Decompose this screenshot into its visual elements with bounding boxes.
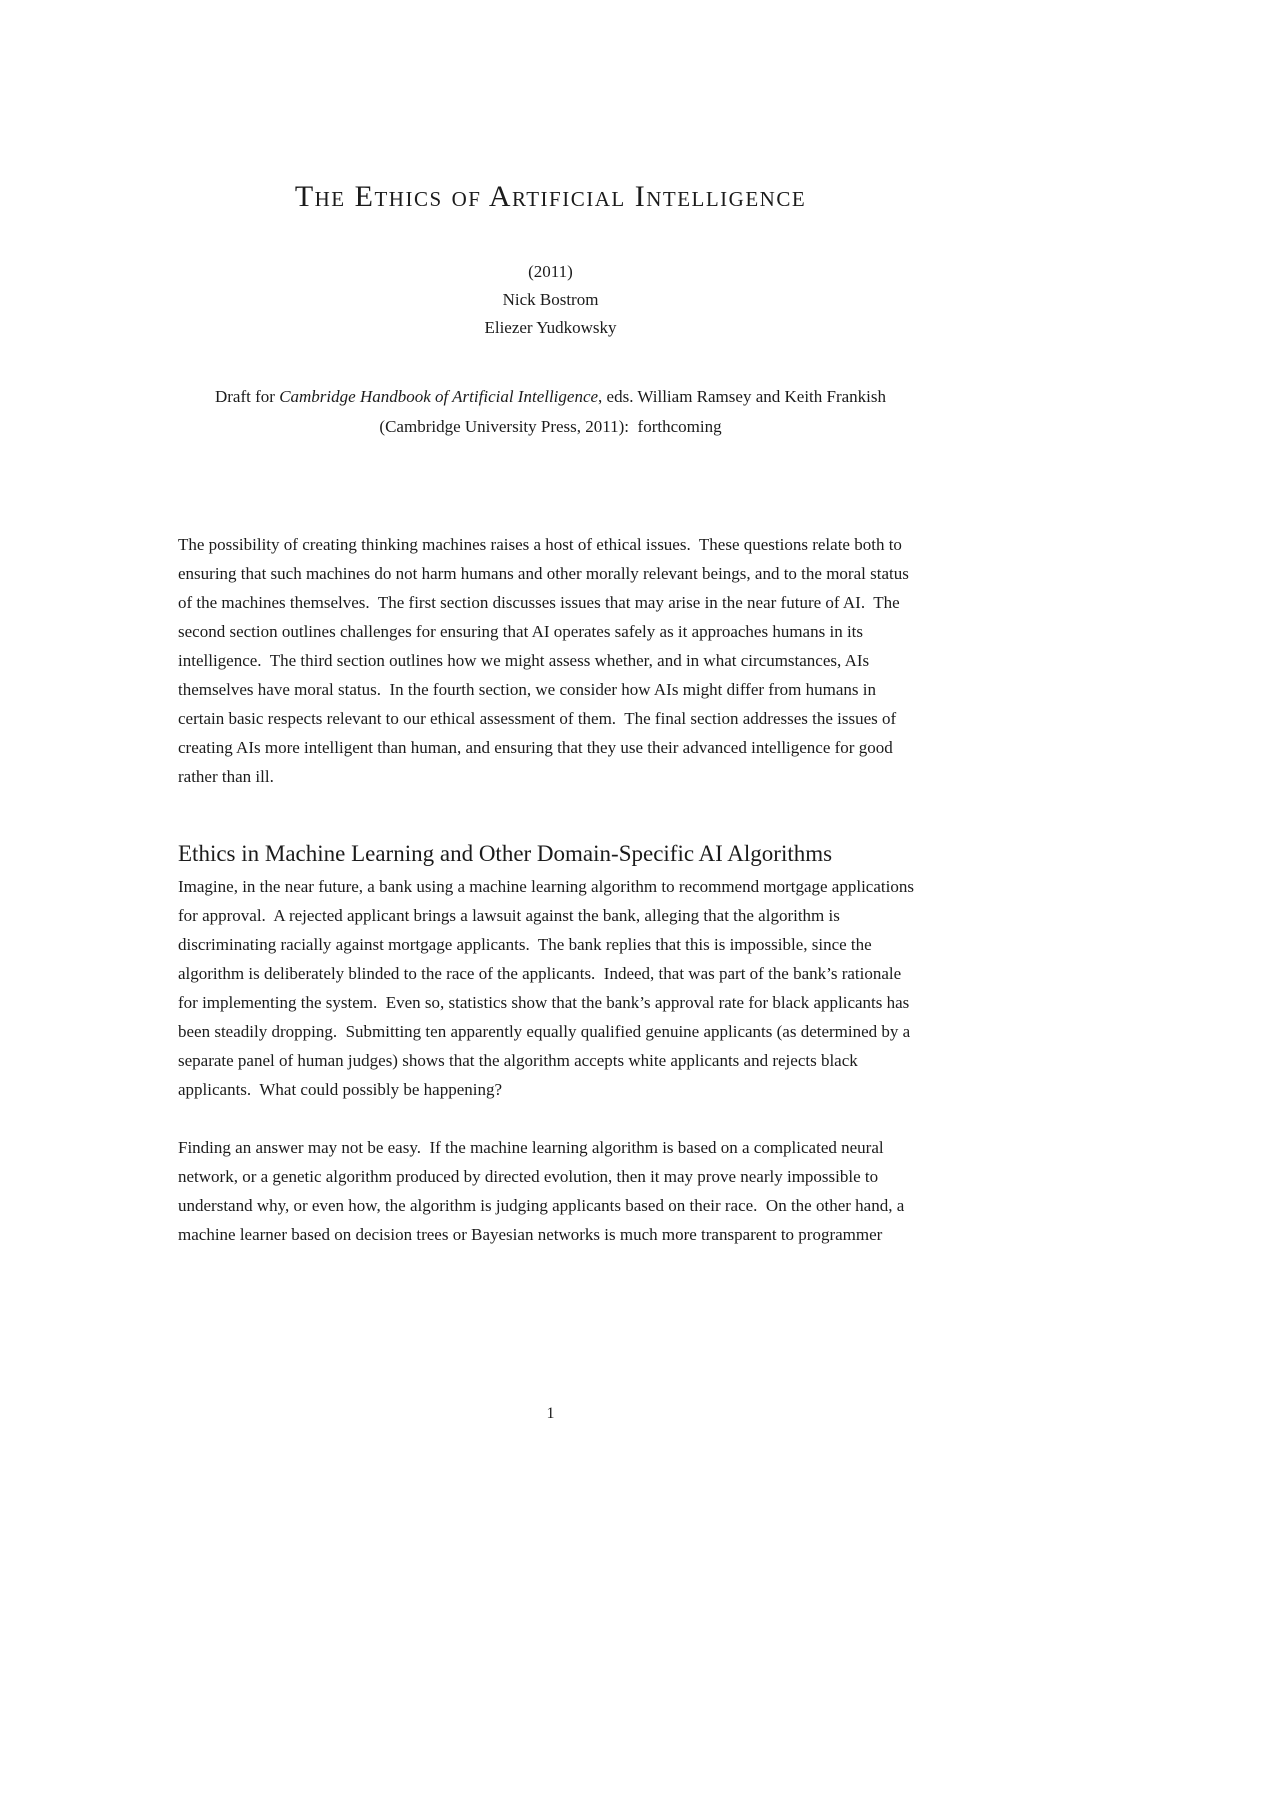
draft-note-prefix: Draft for <box>214 387 280 406</box>
section-heading: Ethics in Machine Learning and Other Domain-Specific AI Algorithms <box>178 841 833 866</box>
body-paragraph-2: Finding an answer may not be easy. If the machine learning algorithm is based on a complicated neural network, or a genetic algorithm produced by directed evolution, then it may prove nearly impossible to understand why, or even how, the algorithm is judging applicants based on their race. On the other hand, a machine learner based on decision trees or Bayesian networks is much more transparent to programmer <box>178 1138 909 1244</box>
page-number: 1 <box>546 1405 555 1422</box>
author-name-1: Nick Bostrom <box>502 290 599 309</box>
draft-note <box>198 382 903 442</box>
draft-note-suffix: , eds. William Ramsey and Keith Frankish (Cambridge University Press, 2011): forthcoming <box>379 387 891 436</box>
draft-note-book-title: Cambridge Handbook of Artificial Intelligence <box>279 387 599 406</box>
page-content <box>178 180 923 1278</box>
abstract-paragraph: The possibility of creating thinking machines raises a host of ethical issues. These questions relate both to ensuring that such machines do not harm humans and other morally relevant beings, and to the moral status of the machines themselves. The first section discusses issues that may arise in the near future of AI. The second section outlines challenges for ensuring that AI operates safely as it approaches humans in its intelligence. The third section outlines how we might assess whether, and in what circumstances, AIs themselves have moral status. In the fourth section, we consider how AIs might differ from humans in certain basic respects relevant to our ethical assessment of them. The final section addresses the issues of creating AIs more intelligent than human, and ensuring that they use their advanced intelligence for good rather than ill. <box>178 535 914 786</box>
body-paragraph-1: Imagine, in the near future, a bank using a machine learning algorithm to recommend mortgage applications for approval. A rejected applicant brings a lawsuit against the bank, alleging that the algorithm is discriminating racially against mortgage applicants. The bank replies that this is impossible, since the algorithm is deliberately blinded to the race of the applicants. Indeed, that was part of the bank’s rationale for implementing the system. Even so, statistics show that the bank’s approval rate for black applicants has been steadily dropping. Submitting ten apparently equally qualified genuine applicants (as determined by a separate panel of human judges) shows that the algorithm accepts white applicants and rejects black applicants. What could possibly be happening? <box>178 877 919 1099</box>
author-name-2: Eliezer Yudkowsky <box>484 318 617 337</box>
document-title: The Ethics of Artificial Intelligence <box>294 180 807 213</box>
publication-year: (2011) <box>528 262 573 281</box>
